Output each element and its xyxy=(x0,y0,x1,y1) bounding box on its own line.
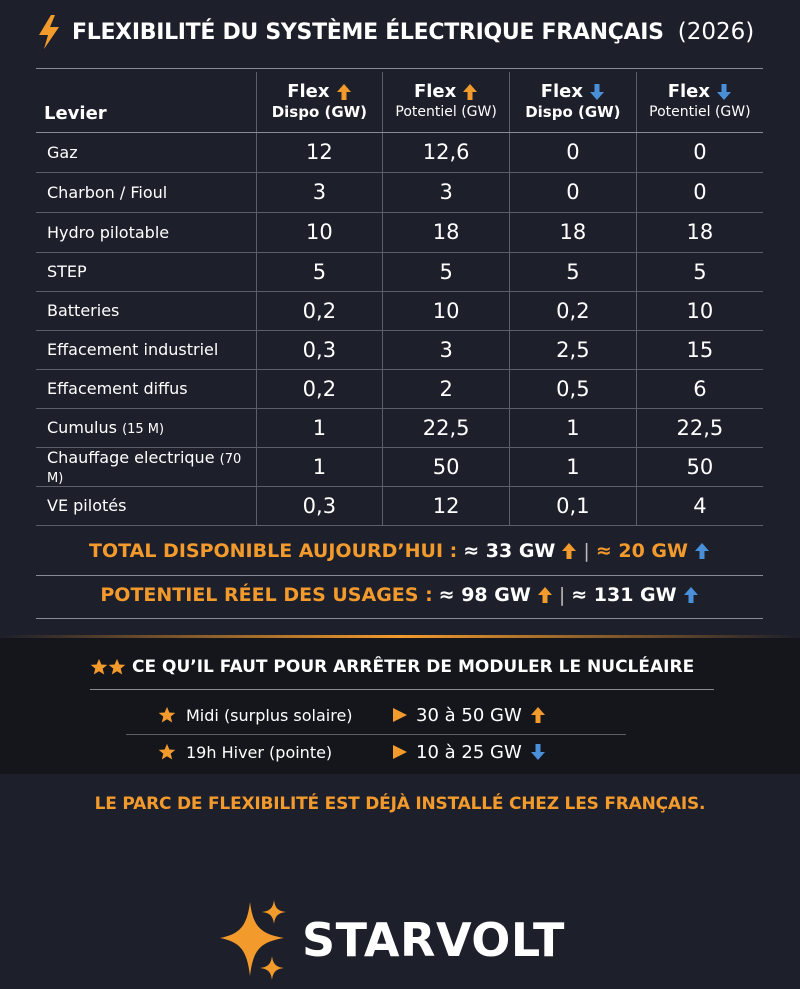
table-cell: 22,5 xyxy=(636,408,763,447)
total-available-down: ≈ 20 GW xyxy=(595,540,688,562)
row-lever-label: VE pilotés xyxy=(47,496,127,515)
requirement-item-value: 10 à 25 GW xyxy=(416,741,522,763)
table-cell: 50 xyxy=(636,447,763,486)
table-cell: 1 xyxy=(256,408,383,447)
table-cell: 0 xyxy=(636,132,763,172)
requirement-item xyxy=(158,700,618,730)
row-lever-label: STEP xyxy=(47,262,87,281)
column-header-top: Flex xyxy=(667,80,711,102)
total-available-separator: | xyxy=(583,540,590,562)
table-row xyxy=(36,486,763,525)
row-lever xyxy=(36,486,256,525)
star-icon xyxy=(90,658,108,676)
row-lever-label: Gaz xyxy=(47,142,78,162)
row-lever-note: (70 M) xyxy=(47,451,242,486)
table-cell: 0 xyxy=(510,132,637,172)
row-lever-label: Chauffage electrique xyxy=(47,447,215,467)
column-header-sub: Dispo (GW) xyxy=(525,102,621,121)
table-cell: 18 xyxy=(383,212,510,252)
table-cell: 5 xyxy=(510,252,637,291)
star-icon xyxy=(108,658,126,676)
row-lever xyxy=(36,212,256,252)
table-cell: 5 xyxy=(636,252,763,291)
total-available-label: TOTAL DISPONIBLE AUJOURD’HUI : xyxy=(89,540,458,562)
table-cell: 4 xyxy=(636,486,763,525)
row-lever xyxy=(36,369,256,408)
row-lever xyxy=(36,447,256,486)
row-lever xyxy=(36,172,256,212)
sparkle-stars-icon xyxy=(216,896,288,984)
table-row xyxy=(36,447,763,486)
column-header xyxy=(256,72,383,132)
flexibility-table xyxy=(36,72,763,526)
table-cell: 0,3 xyxy=(256,330,383,369)
requirement-item-label: Midi (surplus solaire) xyxy=(186,705,353,725)
requirement-row-divider xyxy=(126,734,626,735)
table-cell: 12,6 xyxy=(383,132,510,172)
table-row xyxy=(36,330,763,369)
brand-name: STARVOLT xyxy=(302,913,565,967)
row-lever-label: Effacement diffus xyxy=(47,379,188,398)
column-header-top: Flex xyxy=(413,80,457,102)
table-row xyxy=(36,291,763,330)
table-row xyxy=(36,212,763,252)
star-icon xyxy=(158,743,176,761)
table-cell: 0 xyxy=(636,172,763,212)
table-cell: 0 xyxy=(510,172,637,212)
table-cell: 2 xyxy=(383,369,510,408)
total-potential xyxy=(36,584,763,606)
column-header xyxy=(510,72,637,132)
requirement-item xyxy=(158,737,618,767)
arrow-down-icon xyxy=(716,83,732,101)
row-lever-label: Charbon / Fioul xyxy=(47,182,168,202)
requirement-title xyxy=(90,652,730,682)
column-header-sub: Potentiel (GW) xyxy=(649,103,751,120)
requirement-divider xyxy=(90,689,714,690)
requirement-item-value: 30 à 50 GW xyxy=(416,704,522,726)
table-cell: 50 xyxy=(383,447,510,486)
row-lever-label: Cumulus xyxy=(47,418,117,437)
table-row xyxy=(36,408,763,447)
play-triangle-icon xyxy=(392,707,408,723)
table-cell: 1 xyxy=(256,447,383,486)
table-cell: 12 xyxy=(383,486,510,525)
total-potential-label: POTENTIEL RÉEL DES USAGES : xyxy=(100,584,433,606)
column-header xyxy=(383,72,510,132)
arrow-up-icon xyxy=(462,83,478,101)
table-row xyxy=(36,369,763,408)
table-header-row xyxy=(36,72,763,132)
table-cell: 10 xyxy=(383,291,510,330)
arrow-down-icon xyxy=(589,83,605,101)
table-row xyxy=(36,172,763,212)
row-lever-label: Effacement industriel xyxy=(47,340,219,359)
arrow-up-icon xyxy=(537,586,553,604)
table-cell: 18 xyxy=(510,212,637,252)
table-cell: 0,2 xyxy=(510,291,637,330)
table-cell: 0,2 xyxy=(256,369,383,408)
arrow-up-icon xyxy=(561,542,577,560)
potential-divider xyxy=(36,618,763,619)
row-lever xyxy=(36,408,256,447)
arrow-up-icon xyxy=(336,83,352,101)
header-divider xyxy=(36,68,763,69)
total-potential-down: ≈ 131 GW xyxy=(571,584,677,606)
table-cell: 2,5 xyxy=(510,330,637,369)
row-lever xyxy=(36,330,256,369)
table-cell: 10 xyxy=(256,212,383,252)
table-cell: 15 xyxy=(636,330,763,369)
title-year: (2026) xyxy=(677,19,755,45)
table-cell: 22,5 xyxy=(383,408,510,447)
arrow-down-icon xyxy=(530,743,546,761)
play-triangle-icon xyxy=(392,744,408,760)
table-cell: 10 xyxy=(636,291,763,330)
column-header-top: Flex xyxy=(540,80,584,102)
table-cell: 18 xyxy=(636,212,763,252)
table-cell: 3 xyxy=(256,172,383,212)
requirement-title-text: CE QU’IL FAUT POUR ARRÊTER DE MODULER LE NUCLÉAIRE xyxy=(132,657,695,677)
row-lever xyxy=(36,291,256,330)
star-icon xyxy=(158,706,176,724)
brand-logo xyxy=(216,895,576,985)
row-lever-label: Batteries xyxy=(47,301,120,320)
table-cell: 1 xyxy=(510,447,637,486)
total-available xyxy=(36,540,763,562)
total-available-up: ≈ 33 GW xyxy=(463,540,556,562)
total-potential-separator: | xyxy=(558,584,566,606)
column-header-lever: Levier xyxy=(36,72,256,132)
lightning-bolt-icon xyxy=(36,14,62,50)
table-row xyxy=(36,132,763,172)
table-cell: 3 xyxy=(383,172,510,212)
table-cell: 5 xyxy=(383,252,510,291)
table-row xyxy=(36,252,763,291)
arrow-up-icon xyxy=(530,706,546,724)
arrow-up-icon xyxy=(694,542,710,560)
page-title xyxy=(36,12,776,52)
table-cell: 1 xyxy=(510,408,637,447)
table-cell: 12 xyxy=(256,132,383,172)
table-cell: 6 xyxy=(636,369,763,408)
row-lever xyxy=(36,252,256,291)
arrow-up-icon xyxy=(683,586,699,604)
title-text: FLEXIBILITÉ DU SYSTÈME ÉLECTRIQUE FRANÇAIS xyxy=(72,19,664,45)
row-lever xyxy=(36,132,256,172)
requirement-item-label: 19h Hiver (pointe) xyxy=(186,742,333,762)
tagline: LE PARC DE FLEXIBILITÉ EST DÉJÀ INSTALLÉ CHEZ LES FRANÇAIS. xyxy=(94,794,706,814)
table-cell: 3 xyxy=(383,330,510,369)
table-cell: 0,1 xyxy=(510,486,637,525)
column-header-top: Flex xyxy=(287,80,330,102)
column-header xyxy=(636,72,763,132)
table-cell: 0,2 xyxy=(256,291,383,330)
total-potential-up: ≈ 98 GW xyxy=(438,584,531,606)
table-body xyxy=(36,132,763,525)
row-lever-note: (15 M) xyxy=(122,422,165,437)
table-cell: 5 xyxy=(256,252,383,291)
totals-divider xyxy=(36,575,763,576)
column-header-sub: Dispo (GW) xyxy=(271,102,368,121)
table-cell: 0,3 xyxy=(256,486,383,525)
table-cell: 0,5 xyxy=(510,369,637,408)
row-lever-label: Hydro pilotable xyxy=(47,222,170,242)
column-header-sub: Potentiel (GW) xyxy=(395,103,497,120)
